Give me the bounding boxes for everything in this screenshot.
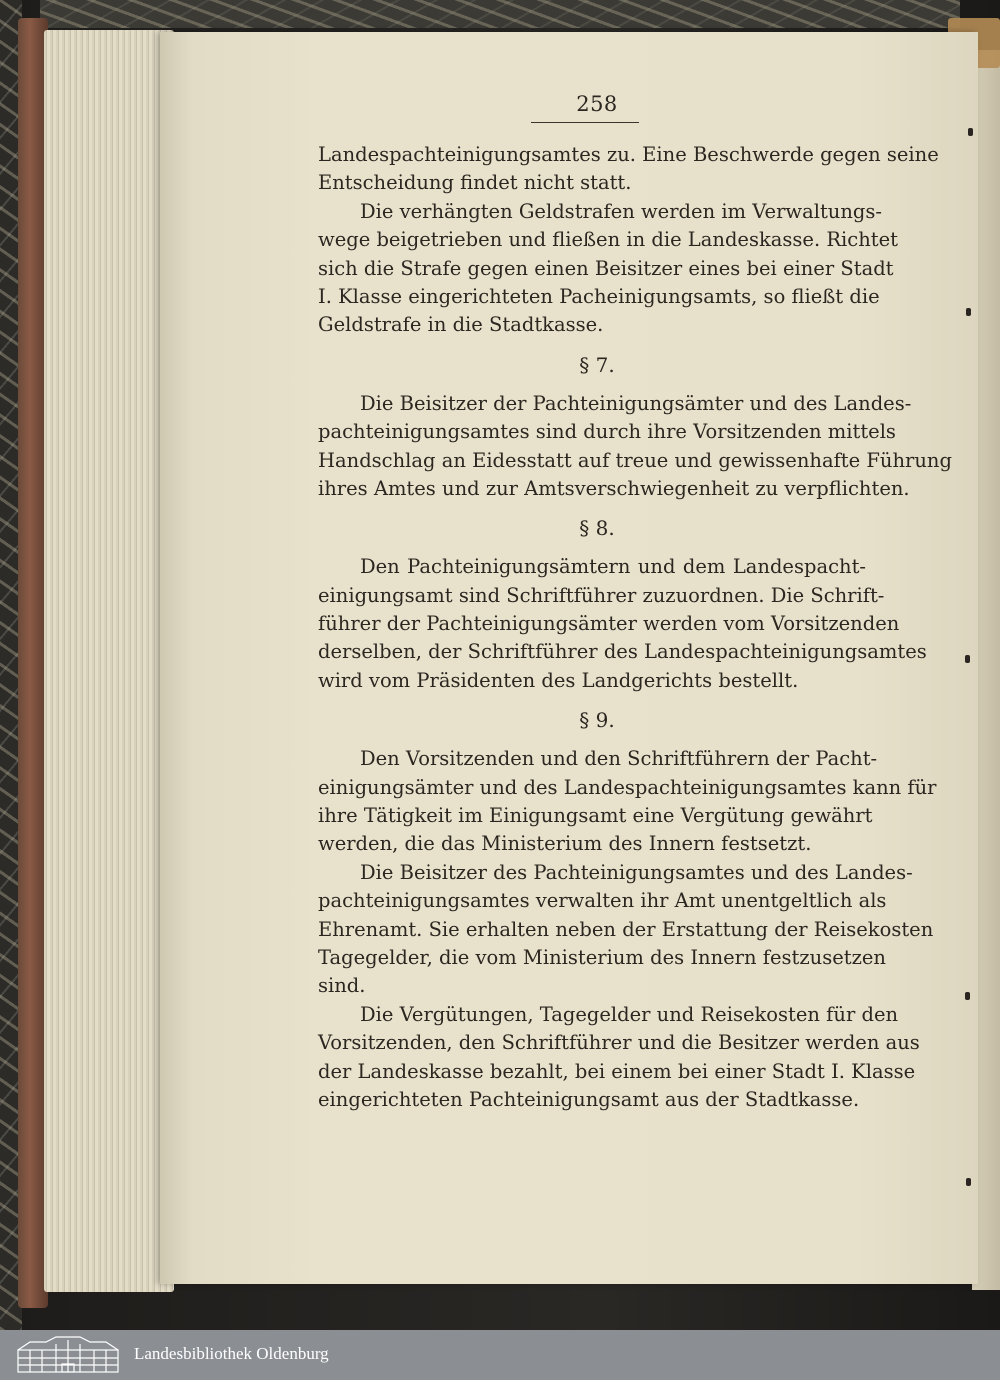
header-rule [531,122,639,123]
text-line: werden, die das Ministerium des Innern festsetzt. [318,832,812,856]
binding-hole [966,1178,971,1186]
text-line: ihres Amtes und zur Amtsverschwiegenheit zu verpflichten. [318,476,910,500]
text-line: wird vom Präsidenten des Landgerichts bestellt. [318,668,799,692]
paragraph [318,390,952,504]
text-line: sich die Strafe gegen einen Beisitzer eines bei einer Stadt [318,256,894,280]
text-blocks [318,141,952,1114]
page-text [318,92,952,1114]
text-line: sind. [318,974,366,998]
library-name: Landesbibliothek Oldenburg [134,1344,329,1363]
text-line: Die Vergütungen, Tagegelder und Reisekosten für den [360,1002,899,1026]
text-line: der Landeskasse bezahlt, bei einem bei einer Stadt I. Klasse [318,1059,916,1083]
text-line: derselben, der Schriftführer des Landespachteinigungsamtes [318,640,927,664]
binding-hole [968,128,973,136]
page-number: 258 [576,92,618,116]
text-line: pachteinigungsamtes sind durch ihre Vorsitzenden mittels [318,420,896,444]
text-line: Entscheidung findet nicht statt. [318,171,632,195]
text-line: einigungsamt sind Schriftführer zuzuordnen. Die Schrift- [318,583,885,607]
paragraph [318,859,934,1001]
text-line: einigungsämter und des Landespachteinigungsamtes kann für [318,775,937,799]
text-line: Ehrenamt. Sie erhalten neben der Erstattung der Reisekosten [318,917,934,941]
marbled-edge-top [40,0,960,28]
section-heading: § 8. [579,516,615,541]
section-heading: § 7. [579,352,615,377]
text-line: Geldstrafe in die Stadtkasse. [318,313,604,337]
text-line: Den Pachteinigungsämtern und dem Landespacht- [360,555,866,579]
text-line: ihre Tätigkeit im Einigungsamt eine Vergütung gewährt [318,804,873,828]
page-stack [44,30,174,1292]
section-heading: § 9. [579,708,615,733]
text-line: wege beigetrieben und fließen in die Landeskasse. Richtet [318,228,898,252]
footer-bar [0,1330,1000,1380]
text-line: Den Vorsitzenden und den Schriftführern der Pacht- [360,747,878,771]
paragraph [318,141,939,198]
paragraph [318,1001,920,1115]
text-line: pachteinigungsamtes verwalten ihr Amt unentgeltlich als [318,889,887,913]
text-line: Landespachteinigungsamtes zu. Eine Beschwerde gegen seine [318,143,939,166]
text-line: Handschlag an Eidesstatt auf treue und gewissenhafte Führung [318,448,952,472]
paragraph [318,745,937,859]
binding-hole [965,992,970,1000]
binding-hole [965,655,970,663]
text-line: Die verhängten Geldstrafen werden im Verwaltungs- [360,199,882,223]
text-line: Die Beisitzer des Pachteinigungsamtes und des Landes- [360,860,913,884]
text-line: eingerichteten Pachteinigungsamt aus der Stadtkasse. [318,1087,860,1111]
library-building-icon [16,1336,120,1374]
paragraph [318,198,898,340]
text-line: I. Klasse eingerichteten Pacheinigungsamts, so fließt die [318,284,880,308]
text-line: führer der Pachteinigungsämter werden vom Vorsitzenden [318,612,900,636]
text-line: Die Beisitzer der Pachteinigungsämter und des Landes- [360,391,912,415]
text-line: Vorsitzenden, den Schriftführer und die Besitzer werden aus [318,1031,920,1055]
binding-hole [966,308,971,316]
text-line: Tagegelder, die vom Ministerium des Innern festzusetzen [318,945,886,969]
paragraph [318,553,927,695]
